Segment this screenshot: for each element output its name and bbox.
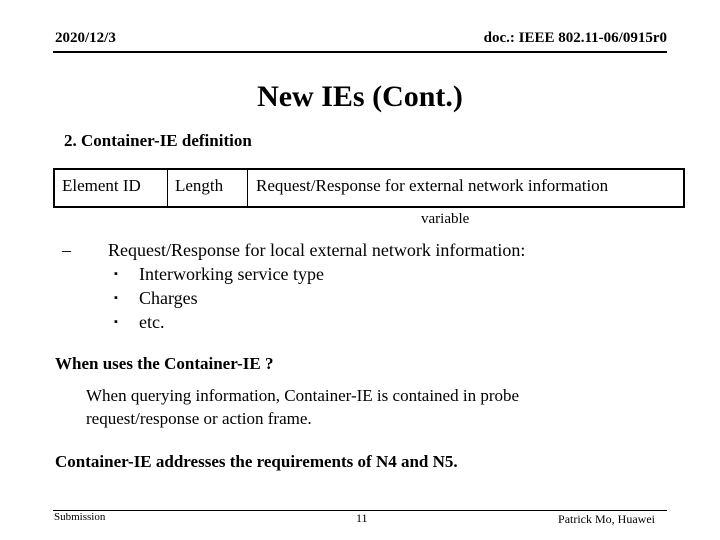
answer-text: When querying information, Container-IE is contained in probe request/response or action frame.: [86, 386, 520, 428]
list-item: etc.: [139, 312, 165, 332]
section-heading: 2. Container-IE definition: [64, 131, 252, 150]
field-divider: [167, 170, 168, 206]
dash-marker: –: [62, 240, 71, 260]
field-length: Length: [175, 176, 224, 195]
field-element-id: Element ID: [62, 176, 141, 195]
ie-format-table: [53, 168, 685, 208]
list-item: Interworking service type: [139, 264, 324, 284]
footer-submission: Submission: [54, 511, 106, 523]
footer-author: Patrick Mo, Huawei: [558, 512, 655, 526]
header-date: 2020/12/3: [55, 30, 116, 46]
slide-title: New IEs (Cont.): [257, 80, 463, 113]
bullet-icon: ▪: [114, 268, 118, 280]
question-heading: When uses the Container-IE ?: [55, 354, 274, 373]
sub-item-lead: Request/Response for local external network information:: [108, 240, 526, 260]
list-item: Charges: [139, 288, 198, 308]
conclusion-text: Container-IE addresses the requirements of N4 and N5.: [55, 452, 458, 471]
field-divider: [247, 170, 248, 206]
page-number: 11: [356, 511, 368, 525]
field-request-response: Request/Response for external network information: [256, 176, 609, 195]
field-size-label: variable: [421, 211, 470, 227]
header-divider: [53, 51, 667, 53]
header-doc-id: doc.: IEEE 802.11-06/0915r0: [483, 30, 667, 46]
bullet-icon: ▪: [114, 316, 118, 328]
bullet-icon: ▪: [114, 292, 118, 304]
